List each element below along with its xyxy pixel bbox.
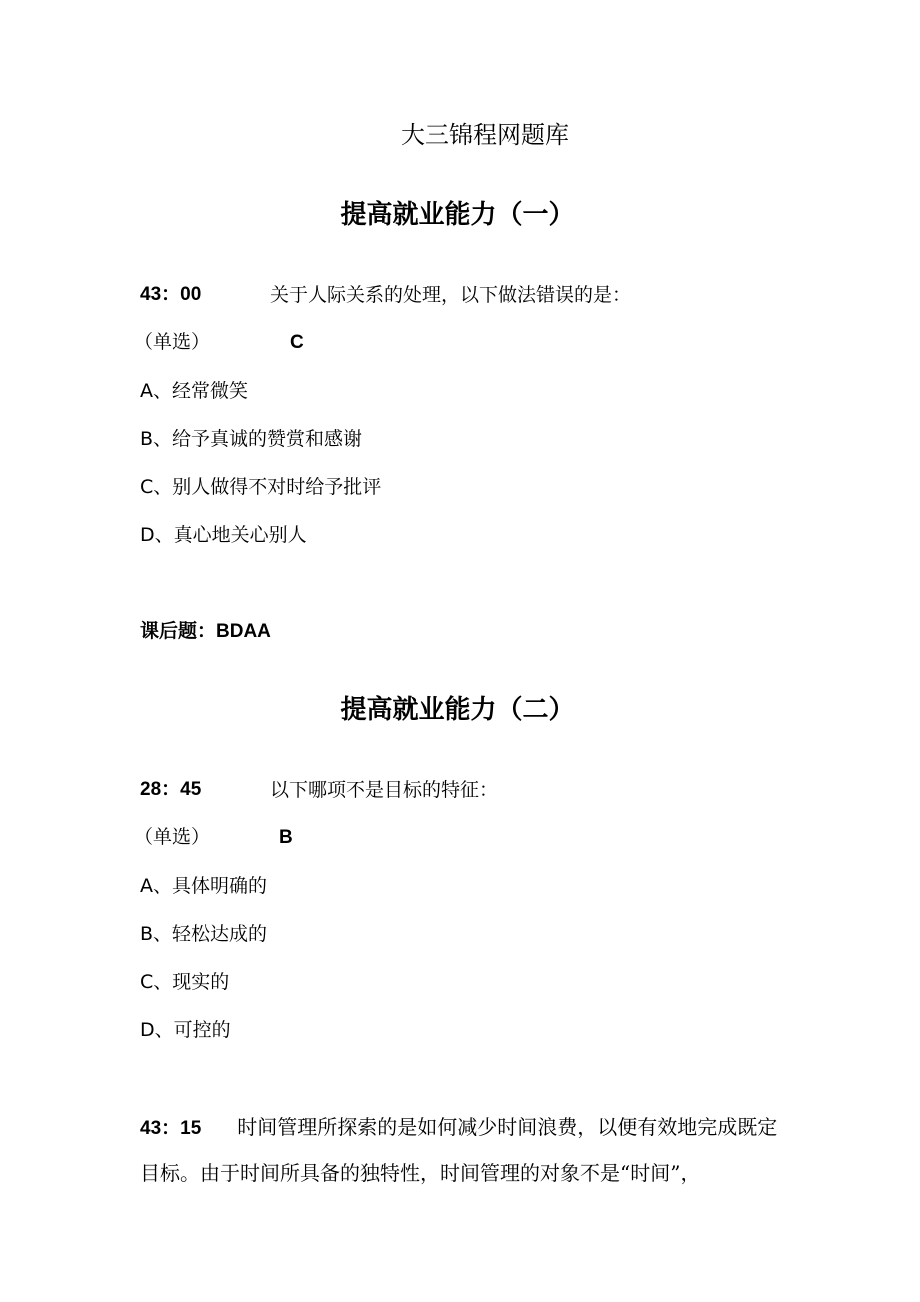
section-title-2: 提高就业能力（二） <box>340 695 575 725</box>
question-time-2: 28：45 <box>140 779 202 800</box>
section-title-1: 提高就业能力（一） <box>340 200 575 230</box>
after-class-answers: 课后题：BDAA <box>140 621 271 642</box>
option-1c: C、别人做得不对时给予批评 <box>140 476 382 498</box>
question-type-2: （单选） <box>134 826 211 848</box>
question-answer-2: B <box>279 827 293 848</box>
option-2c: C、现实的 <box>140 971 230 993</box>
paragraph-text: 时间管理所探索的是如何减少时间浪费，以便有效地完成既定目标。由于时间所具备的独特性，时间管理的对象不是“时间”， <box>140 1115 778 1185</box>
option-1b: B、给予真诚的赞赏和感谢 <box>140 428 363 450</box>
option-2a: A、具体明确的 <box>140 875 267 897</box>
option-2b: B、轻松达成的 <box>140 923 268 945</box>
document-title: 大三锦程网题库 <box>401 121 569 149</box>
paragraph-time: 43：15 <box>140 1118 202 1139</box>
question-time-1: 43：00 <box>140 284 202 305</box>
question-text-1: 关于人际关系的处理，以下做法错误的是： <box>270 284 632 306</box>
option-2d: D、可控的 <box>140 1019 231 1041</box>
question-type-1: （单选） <box>134 331 211 353</box>
question-answer-1: C <box>290 332 304 353</box>
question-text-2: 以下哪项不是目标的特征： <box>270 779 499 801</box>
option-1a: A、经常微笑 <box>140 380 248 402</box>
option-1d: D、真心地关心别人 <box>140 524 307 546</box>
time-management-paragraph <box>140 1105 790 1195</box>
